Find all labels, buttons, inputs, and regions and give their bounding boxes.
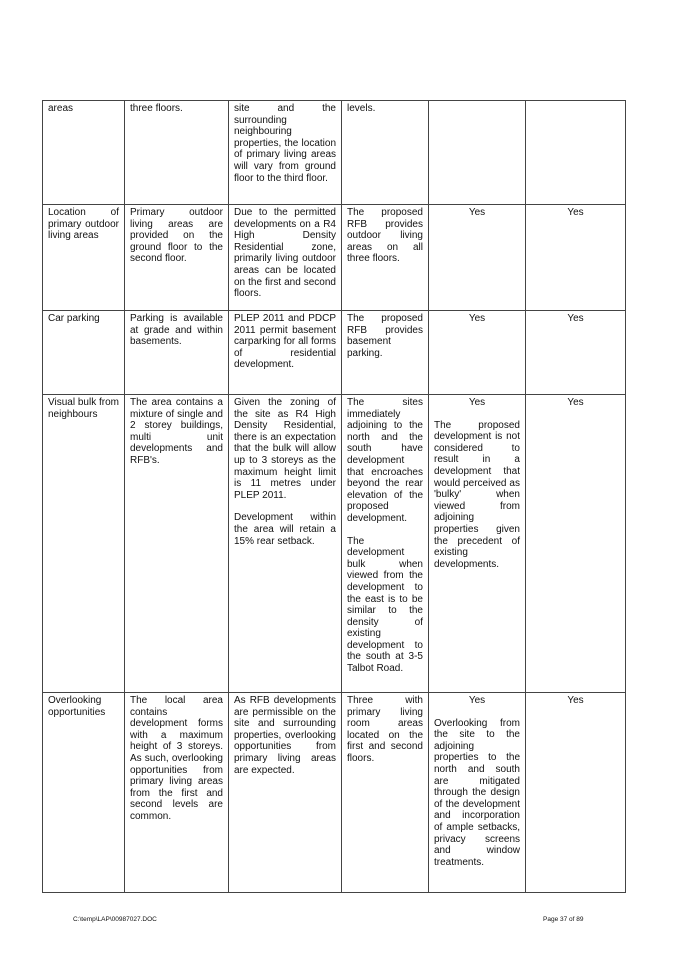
table-cell: Primary outdoor living areas are provided on the ground floor to the second floor. [125, 205, 229, 311]
table-row [43, 395, 626, 693]
table-cell: The local area contains development forms with a maximum height of 3 storeys. As such, overlooking opportunities from primary living areas from the first and second levels are common. [125, 693, 229, 893]
footer-file-path: C:\temp\LAP\00987027.DOC [73, 916, 157, 923]
table-cell: levels. [342, 101, 429, 205]
table-row [43, 101, 626, 205]
cell-paragraph: Overlooking from the site to the adjoining properties to the north and south are mitigated through the design of the development and incorporation of ample setbacks, privacy screens and window treatments. [434, 717, 520, 868]
cell-paragraph: The sites immediately adjoining to the north and the south have development that encroaches beyond the rear elevation of the proposed development. [347, 397, 423, 524]
table-row [43, 311, 626, 395]
table-cell [429, 693, 526, 893]
table-cell: areas [43, 101, 125, 205]
table-cell: Yes [429, 205, 526, 311]
footer-page-number: Page 37 of 89 [543, 916, 584, 923]
table-cell: PLEP 2011 and PDCP 2011 permit basement carparking for all forms of residential development. [229, 311, 342, 395]
table-cell [429, 395, 526, 693]
table-cell: Yes [526, 395, 626, 693]
cell-paragraph: The proposed development is not considered to result in a development that would perceived as 'bulky' when viewed from adjoining properties given the precedent of existing developments. [434, 419, 520, 570]
table-cell: Overlooking opportunities [43, 693, 125, 893]
cell-paragraph: The development bulk when viewed from the development to the east is to be similar to the density of existing development to the south at 3-5 Talbot Road. [347, 535, 423, 675]
table-cell: The proposed RFB provides outdoor living areas on all three floors. [342, 205, 429, 311]
table-row [43, 205, 626, 311]
cell-paragraph: Development within the area will retain a 15% rear setback. [234, 512, 336, 547]
table-cell: Visual bulk from neighbours [43, 395, 125, 693]
table-cell [342, 395, 429, 693]
table-cell: Yes [526, 205, 626, 311]
table-cell: Three with primary living room areas located on the first and second floors. [342, 693, 429, 893]
table-cell [429, 101, 526, 205]
table-cell: Yes [429, 311, 526, 395]
table-cell: site and the surrounding neighbouring properties, the location of primary living areas will vary from ground floor to the third floor. [229, 101, 342, 205]
table-cell [526, 101, 626, 205]
cell-paragraph: Given the zoning of the site as R4 High Density Residential, there is an expectation that the bulk will allow up to 3 storeys as the maximum height limit is 11 metres under PLEP 2011. [234, 397, 336, 501]
table-cell: Due to the permitted developments on a R4 High Density Residential zone, primarily living outdoor areas can be located on the first and second floors. [229, 205, 342, 311]
cell-paragraph: Yes [468, 397, 486, 408]
table-cell: The proposed RFB provides basement parking. [342, 311, 429, 395]
table-cell: Car parking [43, 311, 125, 395]
table-cell: Parking is available at grade and within basements. [125, 311, 229, 395]
table-cell [229, 395, 342, 693]
table-cell: As RFB developments are permissible on the site and surrounding properties, overlooking opportunities from primary living areas are expected. [229, 693, 342, 893]
assessment-table [42, 100, 626, 893]
cell-paragraph: Yes [468, 695, 486, 706]
table-cell: The area contains a mixture of single and 2 storey buildings, multi unit developments and RFB's. [125, 395, 229, 693]
table-row [43, 693, 626, 893]
table-cell: Yes [526, 693, 626, 893]
table-cell: Location of primary outdoor living areas [43, 205, 125, 311]
table-cell: Yes [526, 311, 626, 395]
table-cell: three floors. [125, 101, 229, 205]
